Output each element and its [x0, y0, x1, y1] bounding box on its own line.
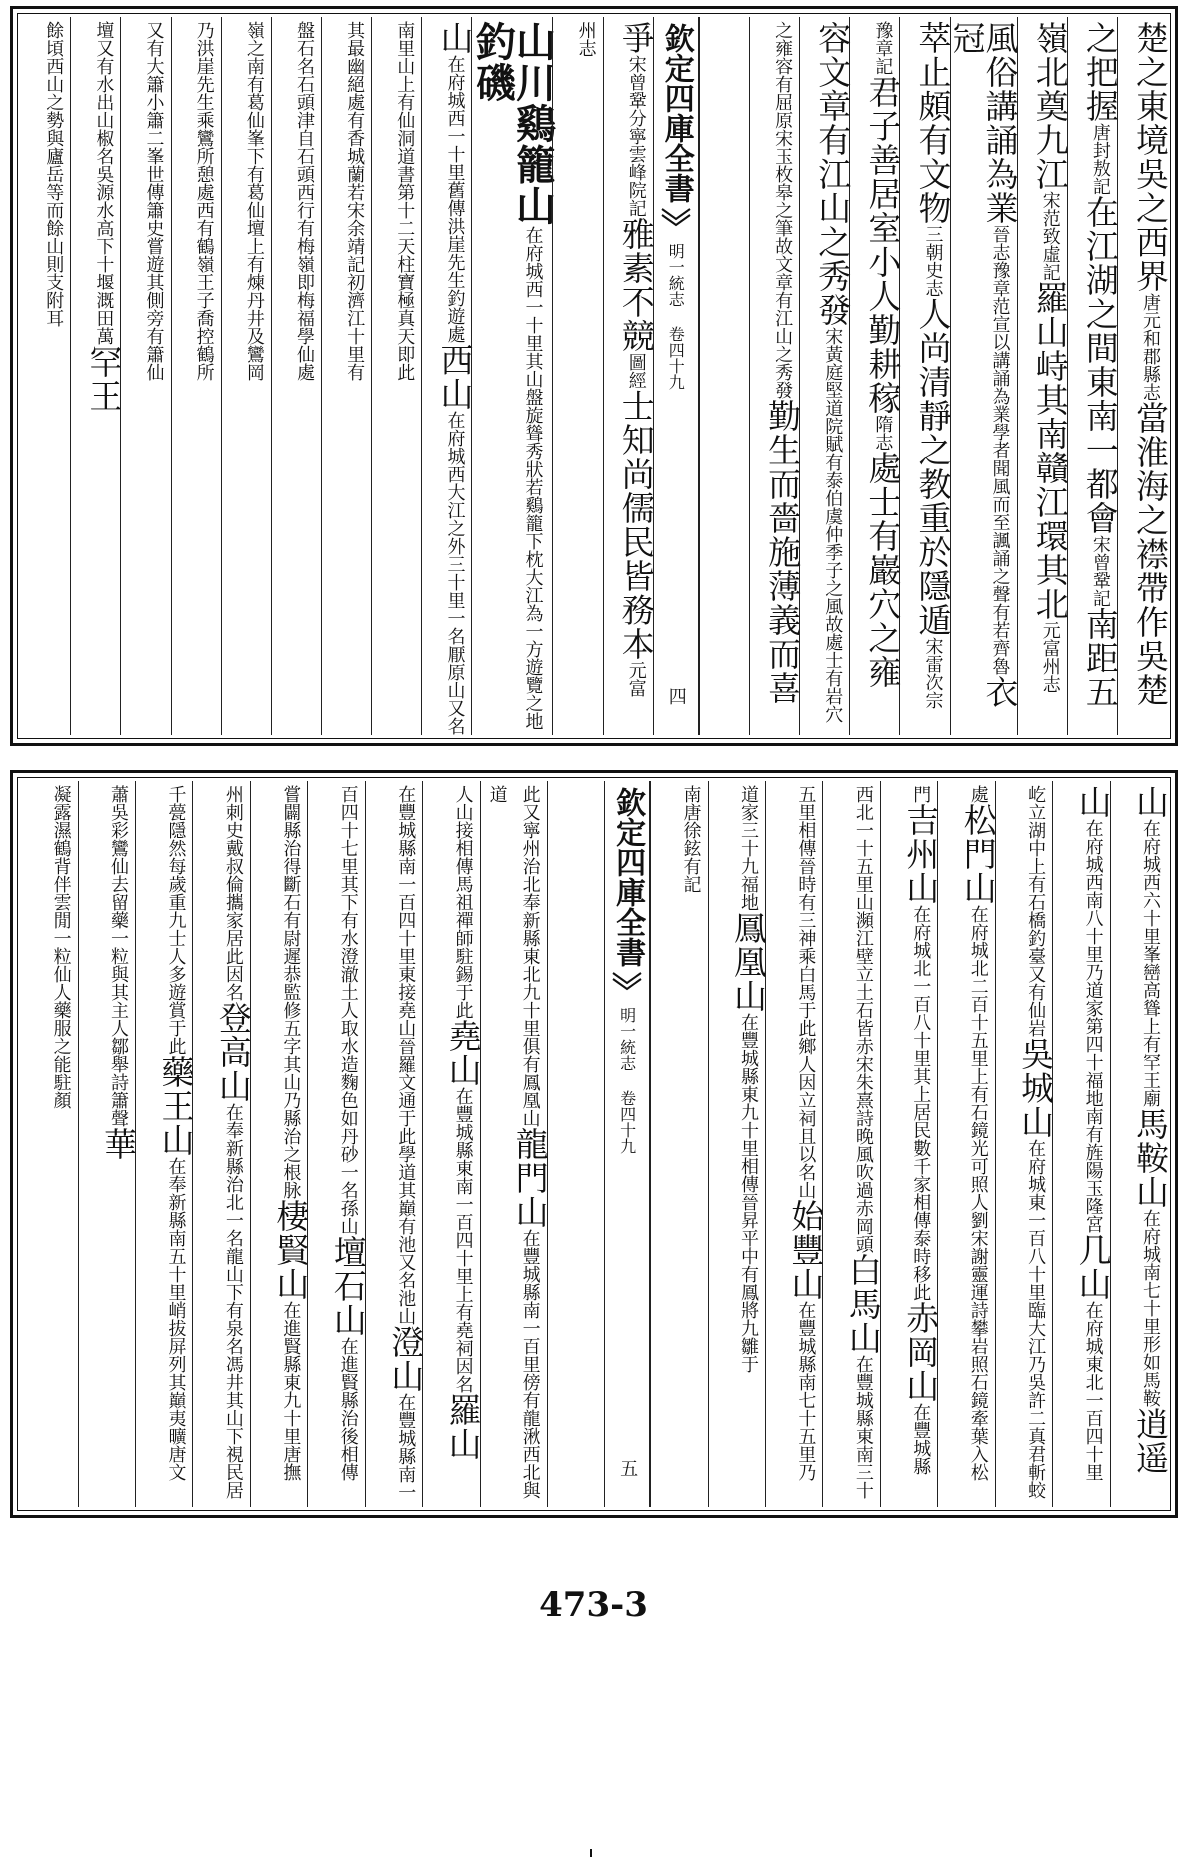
- annotation-text: 蕭吳彩鸞仙去留藥一粒與其主人鄒舉詩簫聲: [108, 785, 129, 1127]
- text-column: [221, 17, 271, 735]
- annotation-text: 在府城東一百八十里臨大江乃吳許二真君斬蛟: [1025, 1139, 1047, 1499]
- annotation-text: 在豐城縣東南一百四十里上有堯祠因名: [452, 1087, 474, 1393]
- annotation-text: 州刺史戴叔倫攜家居此因名: [222, 785, 244, 1001]
- annotation-text: 在豐城縣東南三十: [852, 1355, 874, 1499]
- text-column: [192, 781, 253, 1507]
- annotation-text: 嶺之南有葛仙峯下有葛仙壇上有煉丹井及鸞岡: [243, 21, 265, 381]
- main-text: 鳳凰山: [728, 911, 768, 1013]
- annotation-text: 餘頃西山之勢與廬岳等而餘山則支附耳: [43, 21, 65, 327]
- main-text: 逍遥: [1131, 1407, 1170, 1475]
- annotation-text: 唐封敖記: [1089, 123, 1111, 195]
- annotation-text: 五里相傳晉時有三神乘白馬于此鄉人因立祠且以名山: [795, 785, 817, 1199]
- fishtail-mark-icon: [612, 971, 642, 993]
- main-text: 人尚清靜之教重於隱遁: [913, 297, 953, 637]
- annotation-text: 道家三十九福地: [737, 785, 759, 911]
- text-column: [995, 781, 1056, 1507]
- annotation-text: 宋范致虛記: [1039, 191, 1061, 281]
- annotation-text: 在進賢縣東九十里唐撫: [280, 1301, 302, 1481]
- text-column: [307, 781, 368, 1507]
- top-page: [10, 6, 1178, 746]
- main-text: 始豐山: [786, 1199, 826, 1301]
- text-column: [421, 17, 475, 735]
- text-column: [1110, 781, 1170, 1507]
- main-text: 赤岡山: [901, 1301, 941, 1403]
- annotation-text: 又有大簫小簫二峯世傳簫史嘗遊其側旁有簫仙: [143, 21, 165, 381]
- series-title: 欽定四庫全書: [610, 787, 646, 967]
- annotation-text: 人山接相傳馬祖禪師駐錫于此: [452, 785, 474, 1019]
- annotation-text: 在豐城縣南一: [395, 1393, 417, 1501]
- text-column: [708, 781, 768, 1507]
- main-text: 雅素不競: [616, 217, 656, 353]
- annotation-text: 百四十七里其下有水澄澈土人取水造麴色如丹砂一名孫山: [337, 785, 359, 1235]
- annotation-text: 之雍容有屈原宋玉枚皋之筆故文章有江山之秀發: [772, 21, 794, 399]
- main-text: 山: [435, 21, 475, 55]
- annotation-text: 在府城東北一百四十里: [1082, 1301, 1104, 1481]
- center-fold-column: [653, 17, 699, 735]
- annotation-text: 處: [967, 785, 989, 803]
- annotation-text: 門: [910, 785, 932, 803]
- main-text: 藥王山: [156, 1055, 196, 1157]
- main-text: 在江湖之間東南一都會: [1080, 195, 1120, 535]
- text-column: [250, 781, 311, 1507]
- annotation-text: 圖經: [625, 353, 647, 389]
- main-text: 登高山: [213, 1001, 253, 1103]
- annotation-text: 凝露濕鶴背伴雲閒一粒仙人藥服之能駐顏: [50, 785, 72, 1109]
- main-text: 吉州山: [901, 803, 941, 905]
- fishtail-mark-icon: [661, 207, 691, 229]
- main-text: 棲賢山: [271, 1199, 311, 1301]
- text-column: [799, 17, 853, 735]
- text-column: [135, 781, 196, 1507]
- text-column: [21, 781, 77, 1507]
- text-column: [321, 17, 371, 735]
- text-column: [1017, 17, 1070, 735]
- main-text: 山: [1073, 785, 1113, 819]
- annotation-text: 壇又有水出山椒名吳源水高下十堰溉田萬: [93, 21, 115, 345]
- annotation-text: 屹立湖中上有石橋釣臺又有仙岩: [1025, 785, 1047, 1037]
- annotation-text: 乃洪崖先生乘鸞所憩處西有鶴嶺王子喬控鶴所: [193, 21, 215, 381]
- text-column: [1067, 17, 1120, 735]
- bottom-page: [10, 770, 1178, 1518]
- main-text: 羅山: [443, 1393, 483, 1461]
- annotation-text: 元富州志: [1039, 621, 1061, 693]
- main-text: 之把握: [1080, 21, 1120, 123]
- annotation-text: 在府城西一十里舊傳洪崖先生釣遊處: [444, 55, 466, 343]
- text-column: [1052, 781, 1113, 1507]
- text-column: [469, 17, 557, 735]
- annotation-text: 在進賢縣治後相傳: [337, 1337, 359, 1481]
- top-page-columns: [21, 17, 1170, 735]
- annotation-text: 在奉新縣治北一名龍山下有泉名馮井其山下視民居: [222, 1103, 244, 1499]
- text-column: [699, 17, 749, 735]
- annotation-text: 在府城西南八十里乃道家第四十福地南有旌陽玉隆宮: [1082, 819, 1104, 1233]
- text-column: [371, 17, 421, 735]
- annotation-text: 千甍隱然每歲重九士人多遊賞于此: [165, 785, 187, 1055]
- text-column: [937, 781, 998, 1507]
- bottom-page-columns: [21, 781, 1170, 1507]
- text-column: [947, 17, 1020, 735]
- main-text: 龍門山: [510, 1127, 550, 1229]
- annotation-text: 元富: [625, 661, 647, 697]
- main-text: 山: [1131, 785, 1170, 819]
- main-text: 衣冠: [947, 21, 1020, 709]
- main-text: 澄山: [386, 1325, 426, 1393]
- main-text: 几山: [1073, 1233, 1113, 1301]
- text-column: [880, 781, 941, 1507]
- text-column: [21, 17, 70, 735]
- main-text: 松門山: [958, 803, 998, 905]
- text-column: [849, 17, 903, 735]
- text-column: [78, 781, 138, 1507]
- annotation-text: 在府城西六十里峯巒高聳上有罕王廟: [1140, 819, 1161, 1107]
- main-text: 鷄籠山: [509, 103, 557, 226]
- text-column: [120, 17, 170, 735]
- text-column: [422, 781, 483, 1507]
- annotation-text: 隋志: [872, 415, 894, 451]
- main-text: 釣磯: [469, 21, 517, 103]
- annotation-text: 豫章記: [872, 21, 894, 75]
- annotation-text: 在豐城縣東九十里相傳晉昇平中有鳳將九雛于: [737, 1013, 759, 1373]
- main-text: 吳城山: [1016, 1037, 1056, 1139]
- annotation-text: 宋黃庭堅道院賦有泰伯虞仲季子之風故處士有岩穴: [822, 327, 844, 723]
- main-text: 當淮海之襟帶作吳楚: [1131, 401, 1170, 707]
- text-column: [365, 781, 426, 1507]
- main-text: 勤生而嗇施薄義而喜: [763, 399, 803, 705]
- annotation-text: 嘗闢縣治得斷石有尉遲恭監修五字其山乃縣治之根脉: [280, 785, 302, 1199]
- main-text: 爭: [616, 21, 656, 55]
- main-text: 山川: [509, 21, 557, 103]
- text-column: [603, 17, 656, 735]
- annotation-text: 南唐徐鉉有記: [680, 785, 702, 893]
- center-fold-column: [604, 781, 650, 1507]
- annotation-text: 在府城南七十里形如馬鞍: [1140, 1209, 1161, 1407]
- text-column: [650, 781, 707, 1507]
- main-text: 容文章有江山之秀發: [813, 21, 853, 327]
- annotation-text: 宋雷次宗: [922, 637, 944, 709]
- text-column: [480, 781, 550, 1507]
- text-column: [271, 17, 321, 735]
- main-text: 士知尚儒民皆務本: [616, 389, 656, 661]
- annotation-text: 在府城北二百十五里上有石鏡光可照人劉宋謝靈運詩攀岩照石鏡牽葉入松: [967, 905, 989, 1481]
- volume-info: 明一統志 卷四十九: [666, 243, 686, 390]
- annotation-text: 在豐城縣南七十五里乃: [795, 1301, 817, 1481]
- text-column: [899, 17, 953, 735]
- annotation-text: 在府城北一百八十里其上居民數千家相傳泰時移此: [910, 905, 932, 1301]
- main-text: 君子善居室小人勤耕稼: [863, 75, 903, 415]
- annotation-text: 在府城西一十里其山盤旋聳秀狀: [522, 226, 544, 478]
- annotation-text: 晉志豫章范宣以講誦為業學者聞風而至諷誦之聲有若齊魯: [989, 225, 1011, 675]
- text-column: [70, 17, 124, 735]
- annotation-text: 三朝史志: [922, 225, 944, 297]
- main-text: 嶺北奠九江: [1030, 21, 1070, 191]
- text-column: [822, 781, 883, 1507]
- annotation-text: 在府城西大江之外三十里一名厭原山又名: [444, 411, 466, 735]
- annotation-text: 在豐城縣南一百四十里東接堯山晉羅文通于此學道其巔有池又名池山: [395, 785, 417, 1325]
- main-text: 壇石山: [328, 1235, 368, 1337]
- annotation-text: 南里山上有仙洞道書第十二天柱寶極真天即此: [394, 21, 416, 381]
- main-text: 罕王: [84, 345, 124, 413]
- main-text: 南距五: [1080, 607, 1120, 709]
- text-column: [765, 781, 826, 1507]
- text-column: [552, 17, 602, 735]
- main-text: 萃止頗有文物: [913, 21, 953, 225]
- annotation-text: 盤石名石頭津自石頭西行有梅嶺即梅福學仙處: [293, 21, 315, 381]
- main-text: 白馬山: [843, 1253, 883, 1355]
- main-text: 堯山: [443, 1019, 483, 1087]
- text-column: [749, 17, 803, 735]
- annotation-text: 宋曾鞏記: [1089, 535, 1111, 607]
- page-number: 四: [665, 687, 687, 705]
- text-column: [547, 781, 604, 1507]
- page-footer-number: 473-3: [539, 1585, 648, 1625]
- main-text: 處士有巖穴之雍: [863, 451, 903, 689]
- main-text: 羅山峙其南贛江環其北: [1030, 281, 1070, 621]
- text-column: [171, 17, 221, 735]
- text-column: [1117, 17, 1170, 735]
- main-text: 華: [99, 1127, 138, 1161]
- volume-info: 明一統志 卷四十九: [617, 1007, 637, 1154]
- main-text: 風俗講誦為業: [980, 21, 1020, 225]
- annotation-text: 在豐城縣: [910, 1403, 932, 1475]
- footer-tick-mark: [590, 1849, 592, 1857]
- main-text: 楚之東境吳之西界: [1131, 21, 1170, 293]
- main-text: 馬鞍山: [1131, 1107, 1170, 1209]
- annotation-text: 若鷄籠下枕大江為一方遊覽之地: [522, 478, 544, 730]
- series-title: 欽定四庫全書: [658, 23, 694, 203]
- annotation-text: 西北一十五里山瀕江壁立土石皆赤宋朱熹詩晚風吹過赤岡頭: [852, 785, 874, 1253]
- annotation-text: 在奉新縣南五十里峭拔屏列其巔夷曠唐文: [165, 1157, 187, 1481]
- annotation-text: 其最幽絕處有香城蘭若宋余靖記初濟江十里有: [344, 21, 366, 381]
- annotation-text: 在豐城縣南一百里傍有龍湫西北與道: [486, 785, 541, 1499]
- page-number: 五: [617, 1459, 639, 1477]
- annotation-text: 唐元和郡縣志: [1140, 293, 1161, 401]
- main-text: 西山: [435, 343, 475, 411]
- annotation-text: 州志: [575, 21, 597, 57]
- annotation-text: 宋曾鞏分寧雲峰院記: [625, 55, 647, 217]
- annotation-text: 此又寧州治北奉新縣東北九十里俱有鳳凰山: [519, 785, 541, 1127]
